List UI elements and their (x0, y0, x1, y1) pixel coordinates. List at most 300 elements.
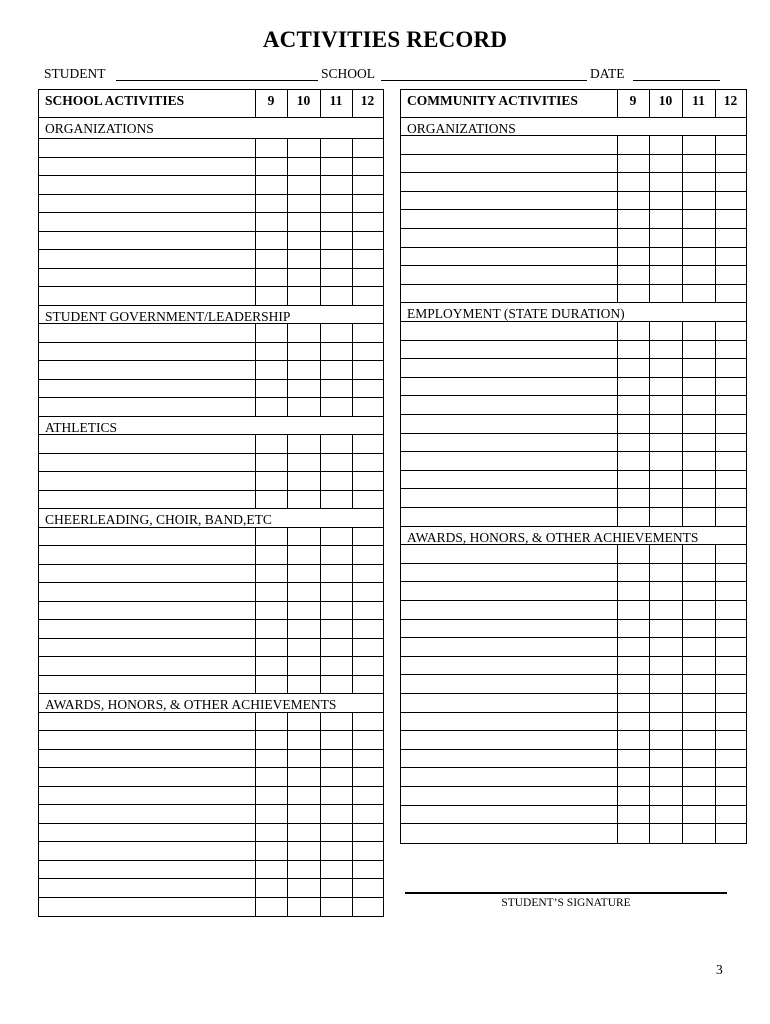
grade-checkbox-cell[interactable] (682, 285, 683, 303)
grade-checkbox-cell[interactable] (649, 155, 650, 173)
grade-checkbox-cell[interactable] (617, 471, 618, 489)
grade-checkbox-cell[interactable] (682, 582, 683, 600)
entry-row[interactable] (39, 398, 383, 417)
grade-checkbox-cell[interactable] (649, 210, 650, 228)
entry-row[interactable] (401, 620, 746, 639)
grade-checkbox-cell[interactable] (715, 322, 716, 340)
grade-checkbox-cell[interactable] (255, 380, 256, 398)
grade-checkbox-cell[interactable] (715, 806, 716, 824)
entry-row[interactable] (39, 657, 383, 676)
grade-checkbox-cell[interactable] (320, 602, 321, 620)
grade-checkbox-cell[interactable] (352, 602, 353, 620)
grade-checkbox-cell[interactable] (649, 620, 650, 638)
grade-checkbox-cell[interactable] (320, 620, 321, 638)
grade-checkbox-cell[interactable] (617, 210, 618, 228)
grade-checkbox-cell[interactable] (617, 434, 618, 452)
grade-checkbox-cell[interactable] (287, 361, 288, 379)
grade-checkbox-cell[interactable] (715, 248, 716, 266)
entry-row[interactable] (401, 582, 746, 601)
grade-checkbox-cell[interactable] (682, 173, 683, 191)
grade-checkbox-cell[interactable] (352, 139, 353, 157)
grade-checkbox-cell[interactable] (649, 322, 650, 340)
entry-row[interactable] (401, 713, 746, 732)
entry-row[interactable] (39, 824, 383, 843)
grade-checkbox-cell[interactable] (320, 676, 321, 694)
grade-checkbox-cell[interactable] (287, 824, 288, 842)
entry-row[interactable] (39, 842, 383, 861)
grade-checkbox-cell[interactable] (320, 491, 321, 509)
grade-checkbox-cell[interactable] (287, 472, 288, 490)
grade-checkbox-cell[interactable] (352, 768, 353, 786)
entry-row[interactable] (401, 638, 746, 657)
entry-row[interactable] (401, 657, 746, 676)
grade-checkbox-cell[interactable] (352, 676, 353, 694)
grade-checkbox-cell[interactable] (352, 528, 353, 546)
grade-checkbox-cell[interactable] (649, 341, 650, 359)
grade-checkbox-cell[interactable] (649, 173, 650, 191)
grade-checkbox-cell[interactable] (649, 694, 650, 712)
grade-checkbox-cell[interactable] (715, 824, 716, 843)
entry-row[interactable] (39, 768, 383, 787)
grade-checkbox-cell[interactable] (255, 805, 256, 823)
grade-checkbox-cell[interactable] (352, 324, 353, 342)
grade-checkbox-cell[interactable] (682, 750, 683, 768)
entry-row[interactable] (39, 158, 383, 177)
grade-checkbox-cell[interactable] (287, 176, 288, 194)
grade-checkbox-cell[interactable] (649, 806, 650, 824)
grade-checkbox-cell[interactable] (682, 155, 683, 173)
grade-checkbox-cell[interactable] (352, 546, 353, 564)
grade-checkbox-cell[interactable] (682, 675, 683, 693)
grade-checkbox-cell[interactable] (617, 489, 618, 507)
grade-checkbox-cell[interactable] (352, 213, 353, 231)
grade-checkbox-cell[interactable] (255, 472, 256, 490)
grade-checkbox-cell[interactable] (715, 582, 716, 600)
grade-checkbox-cell[interactable] (715, 192, 716, 210)
grade-checkbox-cell[interactable] (617, 192, 618, 210)
grade-checkbox-cell[interactable] (617, 806, 618, 824)
grade-checkbox-cell[interactable] (617, 824, 618, 843)
entry-row[interactable] (401, 471, 746, 490)
grade-checkbox-cell[interactable] (320, 343, 321, 361)
entry-row[interactable] (39, 213, 383, 232)
grade-checkbox-cell[interactable] (287, 620, 288, 638)
grade-checkbox-cell[interactable] (617, 638, 618, 656)
entry-row[interactable] (401, 248, 746, 267)
entry-row[interactable] (39, 454, 383, 473)
grade-checkbox-cell[interactable] (287, 380, 288, 398)
grade-checkbox-cell[interactable] (320, 232, 321, 250)
entry-row[interactable] (401, 601, 746, 620)
entry-row[interactable] (401, 415, 746, 434)
grade-checkbox-cell[interactable] (255, 824, 256, 842)
grade-checkbox-cell[interactable] (320, 380, 321, 398)
entry-row[interactable] (39, 861, 383, 880)
grade-checkbox-cell[interactable] (320, 657, 321, 675)
grade-checkbox-cell[interactable] (255, 602, 256, 620)
grade-checkbox-cell[interactable] (320, 361, 321, 379)
grade-checkbox-cell[interactable] (352, 879, 353, 897)
grade-checkbox-cell[interactable] (255, 528, 256, 546)
grade-checkbox-cell[interactable] (352, 787, 353, 805)
entry-row[interactable] (39, 565, 383, 584)
grade-checkbox-cell[interactable] (649, 545, 650, 563)
grade-checkbox-cell[interactable] (255, 639, 256, 657)
grade-checkbox-cell[interactable] (320, 639, 321, 657)
grade-checkbox-cell[interactable] (715, 434, 716, 452)
grade-checkbox-cell[interactable] (617, 378, 618, 396)
grade-checkbox-cell[interactable] (649, 136, 650, 154)
grade-checkbox-cell[interactable] (682, 768, 683, 786)
entry-row[interactable] (39, 472, 383, 491)
grade-checkbox-cell[interactable] (682, 508, 683, 526)
grade-checkbox-cell[interactable] (255, 287, 256, 305)
grade-checkbox-cell[interactable] (715, 266, 716, 284)
grade-checkbox-cell[interactable] (287, 287, 288, 305)
grade-checkbox-cell[interactable] (255, 546, 256, 564)
grade-checkbox-cell[interactable] (287, 676, 288, 694)
grade-checkbox-cell[interactable] (320, 472, 321, 490)
grade-checkbox-cell[interactable] (682, 564, 683, 582)
entry-row[interactable] (39, 491, 383, 510)
grade-checkbox-cell[interactable] (287, 898, 288, 917)
grade-checkbox-cell[interactable] (649, 564, 650, 582)
grade-checkbox-cell[interactable] (682, 396, 683, 414)
entry-row[interactable] (39, 528, 383, 547)
grade-checkbox-cell[interactable] (715, 601, 716, 619)
grade-checkbox-cell[interactable] (287, 583, 288, 601)
entry-row[interactable] (39, 269, 383, 288)
grade-checkbox-cell[interactable] (682, 601, 683, 619)
grade-checkbox-cell[interactable] (320, 583, 321, 601)
entry-row[interactable] (39, 731, 383, 750)
grade-checkbox-cell[interactable] (320, 139, 321, 157)
grade-checkbox-cell[interactable] (320, 787, 321, 805)
grade-checkbox-cell[interactable] (352, 731, 353, 749)
entry-row[interactable] (39, 750, 383, 769)
entry-row[interactable] (401, 229, 746, 248)
grade-checkbox-cell[interactable] (287, 250, 288, 268)
grade-checkbox-cell[interactable] (255, 583, 256, 601)
grade-checkbox-cell[interactable] (617, 731, 618, 749)
grade-checkbox-cell[interactable] (617, 508, 618, 526)
grade-checkbox-cell[interactable] (617, 415, 618, 433)
grade-checkbox-cell[interactable] (617, 229, 618, 247)
grade-checkbox-cell[interactable] (255, 435, 256, 453)
grade-checkbox-cell[interactable] (715, 731, 716, 749)
entry-row[interactable] (39, 620, 383, 639)
grade-checkbox-cell[interactable] (682, 322, 683, 340)
entry-row[interactable] (401, 210, 746, 229)
grade-checkbox-cell[interactable] (682, 657, 683, 675)
grade-checkbox-cell[interactable] (255, 324, 256, 342)
grade-checkbox-cell[interactable] (320, 824, 321, 842)
grade-checkbox-cell[interactable] (287, 324, 288, 342)
grade-checkbox-cell[interactable] (617, 713, 618, 731)
grade-checkbox-cell[interactable] (682, 545, 683, 563)
entry-row[interactable] (39, 324, 383, 343)
grade-checkbox-cell[interactable] (255, 343, 256, 361)
grade-checkbox-cell[interactable] (649, 638, 650, 656)
entry-row[interactable] (39, 583, 383, 602)
grade-checkbox-cell[interactable] (255, 195, 256, 213)
grade-checkbox-cell[interactable] (255, 842, 256, 860)
grade-checkbox-cell[interactable] (320, 454, 321, 472)
grade-checkbox-cell[interactable] (617, 620, 618, 638)
grade-checkbox-cell[interactable] (352, 750, 353, 768)
grade-checkbox-cell[interactable] (649, 359, 650, 377)
entry-row[interactable] (39, 343, 383, 362)
grade-checkbox-cell[interactable] (352, 657, 353, 675)
entry-row[interactable] (401, 675, 746, 694)
grade-checkbox-cell[interactable] (287, 565, 288, 583)
grade-checkbox-cell[interactable] (715, 173, 716, 191)
entry-row[interactable] (401, 155, 746, 174)
grade-checkbox-cell[interactable] (715, 136, 716, 154)
grade-checkbox-cell[interactable] (649, 601, 650, 619)
grade-checkbox-cell[interactable] (715, 564, 716, 582)
grade-checkbox-cell[interactable] (320, 879, 321, 897)
date-field[interactable] (633, 80, 720, 81)
grade-checkbox-cell[interactable] (682, 136, 683, 154)
grade-checkbox-cell[interactable] (617, 750, 618, 768)
grade-checkbox-cell[interactable] (352, 250, 353, 268)
entry-row[interactable] (401, 750, 746, 769)
grade-checkbox-cell[interactable] (255, 879, 256, 897)
grade-checkbox-cell[interactable] (682, 341, 683, 359)
entry-row[interactable] (39, 602, 383, 621)
entry-row[interactable] (39, 380, 383, 399)
grade-checkbox-cell[interactable] (287, 657, 288, 675)
grade-checkbox-cell[interactable] (682, 266, 683, 284)
entry-row[interactable] (401, 694, 746, 713)
grade-checkbox-cell[interactable] (287, 805, 288, 823)
grade-checkbox-cell[interactable] (320, 324, 321, 342)
grade-checkbox-cell[interactable] (682, 806, 683, 824)
grade-checkbox-cell[interactable] (320, 176, 321, 194)
grade-checkbox-cell[interactable] (352, 861, 353, 879)
grade-checkbox-cell[interactable] (352, 398, 353, 416)
grade-checkbox-cell[interactable] (287, 768, 288, 786)
grade-checkbox-cell[interactable] (255, 139, 256, 157)
grade-checkbox-cell[interactable] (617, 322, 618, 340)
entry-row[interactable] (401, 489, 746, 508)
grade-checkbox-cell[interactable] (617, 341, 618, 359)
grade-checkbox-cell[interactable] (255, 787, 256, 805)
grade-checkbox-cell[interactable] (287, 546, 288, 564)
grade-checkbox-cell[interactable] (715, 694, 716, 712)
entry-row[interactable] (401, 396, 746, 415)
grade-checkbox-cell[interactable] (352, 287, 353, 305)
grade-checkbox-cell[interactable] (715, 489, 716, 507)
grade-checkbox-cell[interactable] (320, 528, 321, 546)
grade-checkbox-cell[interactable] (352, 898, 353, 917)
grade-checkbox-cell[interactable] (255, 565, 256, 583)
grade-checkbox-cell[interactable] (617, 545, 618, 563)
grade-checkbox-cell[interactable] (320, 842, 321, 860)
grade-checkbox-cell[interactable] (715, 378, 716, 396)
entry-row[interactable] (39, 176, 383, 195)
grade-checkbox-cell[interactable] (715, 415, 716, 433)
grade-checkbox-cell[interactable] (682, 359, 683, 377)
entry-row[interactable] (401, 731, 746, 750)
grade-checkbox-cell[interactable] (287, 139, 288, 157)
grade-checkbox-cell[interactable] (617, 248, 618, 266)
grade-checkbox-cell[interactable] (287, 454, 288, 472)
entry-row[interactable] (401, 341, 746, 360)
grade-checkbox-cell[interactable] (255, 768, 256, 786)
grade-checkbox-cell[interactable] (649, 675, 650, 693)
grade-checkbox-cell[interactable] (715, 620, 716, 638)
grade-checkbox-cell[interactable] (617, 787, 618, 805)
grade-checkbox-cell[interactable] (617, 601, 618, 619)
grade-checkbox-cell[interactable] (255, 491, 256, 509)
grade-checkbox-cell[interactable] (287, 158, 288, 176)
grade-checkbox-cell[interactable] (682, 620, 683, 638)
grade-checkbox-cell[interactable] (255, 713, 256, 731)
grade-checkbox-cell[interactable] (320, 250, 321, 268)
grade-checkbox-cell[interactable] (320, 750, 321, 768)
grade-checkbox-cell[interactable] (715, 713, 716, 731)
entry-row[interactable] (39, 250, 383, 269)
entry-row[interactable] (39, 639, 383, 658)
grade-checkbox-cell[interactable] (715, 508, 716, 526)
grade-checkbox-cell[interactable] (320, 565, 321, 583)
entry-row[interactable] (401, 564, 746, 583)
grade-checkbox-cell[interactable] (255, 861, 256, 879)
grade-checkbox-cell[interactable] (255, 232, 256, 250)
grade-checkbox-cell[interactable] (287, 731, 288, 749)
grade-checkbox-cell[interactable] (352, 269, 353, 287)
grade-checkbox-cell[interactable] (255, 158, 256, 176)
grade-checkbox-cell[interactable] (682, 824, 683, 843)
grade-checkbox-cell[interactable] (287, 398, 288, 416)
grade-checkbox-cell[interactable] (715, 210, 716, 228)
grade-checkbox-cell[interactable] (649, 489, 650, 507)
grade-checkbox-cell[interactable] (352, 491, 353, 509)
entry-row[interactable] (401, 452, 746, 471)
grade-checkbox-cell[interactable] (715, 229, 716, 247)
grade-checkbox-cell[interactable] (255, 361, 256, 379)
grade-checkbox-cell[interactable] (352, 842, 353, 860)
grade-checkbox-cell[interactable] (649, 378, 650, 396)
grade-checkbox-cell[interactable] (649, 452, 650, 470)
grade-checkbox-cell[interactable] (682, 229, 683, 247)
grade-checkbox-cell[interactable] (320, 398, 321, 416)
grade-checkbox-cell[interactable] (352, 565, 353, 583)
grade-checkbox-cell[interactable] (617, 657, 618, 675)
grade-checkbox-cell[interactable] (649, 285, 650, 303)
grade-checkbox-cell[interactable] (682, 434, 683, 452)
grade-checkbox-cell[interactable] (617, 285, 618, 303)
grade-checkbox-cell[interactable] (287, 269, 288, 287)
grade-checkbox-cell[interactable] (320, 898, 321, 917)
entry-row[interactable] (401, 378, 746, 397)
entry-row[interactable] (401, 545, 746, 564)
grade-checkbox-cell[interactable] (287, 602, 288, 620)
grade-checkbox-cell[interactable] (255, 620, 256, 638)
grade-checkbox-cell[interactable] (287, 528, 288, 546)
entry-row[interactable] (39, 713, 383, 732)
grade-checkbox-cell[interactable] (715, 787, 716, 805)
grade-checkbox-cell[interactable] (352, 380, 353, 398)
grade-checkbox-cell[interactable] (287, 639, 288, 657)
grade-checkbox-cell[interactable] (649, 582, 650, 600)
grade-checkbox-cell[interactable] (320, 861, 321, 879)
grade-checkbox-cell[interactable] (320, 731, 321, 749)
grade-checkbox-cell[interactable] (715, 341, 716, 359)
grade-checkbox-cell[interactable] (649, 657, 650, 675)
grade-checkbox-cell[interactable] (255, 176, 256, 194)
entry-row[interactable] (401, 322, 746, 341)
grade-checkbox-cell[interactable] (715, 471, 716, 489)
grade-checkbox-cell[interactable] (287, 787, 288, 805)
grade-checkbox-cell[interactable] (649, 768, 650, 786)
entry-row[interactable] (39, 879, 383, 898)
entry-row[interactable] (39, 676, 383, 695)
grade-checkbox-cell[interactable] (617, 564, 618, 582)
entry-row[interactable] (401, 266, 746, 285)
entry-row[interactable] (401, 285, 746, 304)
school-name-field[interactable] (381, 80, 587, 81)
grade-checkbox-cell[interactable] (682, 694, 683, 712)
grade-checkbox-cell[interactable] (617, 452, 618, 470)
grade-checkbox-cell[interactable] (649, 471, 650, 489)
grade-checkbox-cell[interactable] (617, 136, 618, 154)
grade-checkbox-cell[interactable] (649, 229, 650, 247)
grade-checkbox-cell[interactable] (617, 396, 618, 414)
entry-row[interactable] (39, 139, 383, 158)
grade-checkbox-cell[interactable] (320, 158, 321, 176)
grade-checkbox-cell[interactable] (649, 192, 650, 210)
grade-checkbox-cell[interactable] (352, 232, 353, 250)
grade-checkbox-cell[interactable] (255, 676, 256, 694)
entry-row[interactable] (401, 173, 746, 192)
signature-line[interactable] (405, 892, 727, 894)
grade-checkbox-cell[interactable] (617, 675, 618, 693)
grade-checkbox-cell[interactable] (287, 879, 288, 897)
grade-checkbox-cell[interactable] (255, 898, 256, 917)
entry-row[interactable] (401, 787, 746, 806)
grade-checkbox-cell[interactable] (287, 232, 288, 250)
grade-checkbox-cell[interactable] (715, 359, 716, 377)
entry-row[interactable] (39, 898, 383, 917)
grade-checkbox-cell[interactable] (287, 491, 288, 509)
grade-checkbox-cell[interactable] (320, 546, 321, 564)
grade-checkbox-cell[interactable] (682, 713, 683, 731)
grade-checkbox-cell[interactable] (352, 620, 353, 638)
grade-checkbox-cell[interactable] (649, 713, 650, 731)
grade-checkbox-cell[interactable] (320, 768, 321, 786)
grade-checkbox-cell[interactable] (649, 415, 650, 433)
grade-checkbox-cell[interactable] (682, 415, 683, 433)
grade-checkbox-cell[interactable] (320, 287, 321, 305)
entry-row[interactable] (39, 805, 383, 824)
grade-checkbox-cell[interactable] (682, 378, 683, 396)
grade-checkbox-cell[interactable] (255, 213, 256, 231)
grade-checkbox-cell[interactable] (352, 713, 353, 731)
grade-checkbox-cell[interactable] (352, 805, 353, 823)
grade-checkbox-cell[interactable] (649, 248, 650, 266)
entry-row[interactable] (401, 508, 746, 527)
grade-checkbox-cell[interactable] (617, 155, 618, 173)
grade-checkbox-cell[interactable] (649, 750, 650, 768)
entry-row[interactable] (39, 232, 383, 251)
grade-checkbox-cell[interactable] (649, 266, 650, 284)
entry-row[interactable] (39, 546, 383, 565)
grade-checkbox-cell[interactable] (255, 250, 256, 268)
entry-row[interactable] (401, 806, 746, 825)
